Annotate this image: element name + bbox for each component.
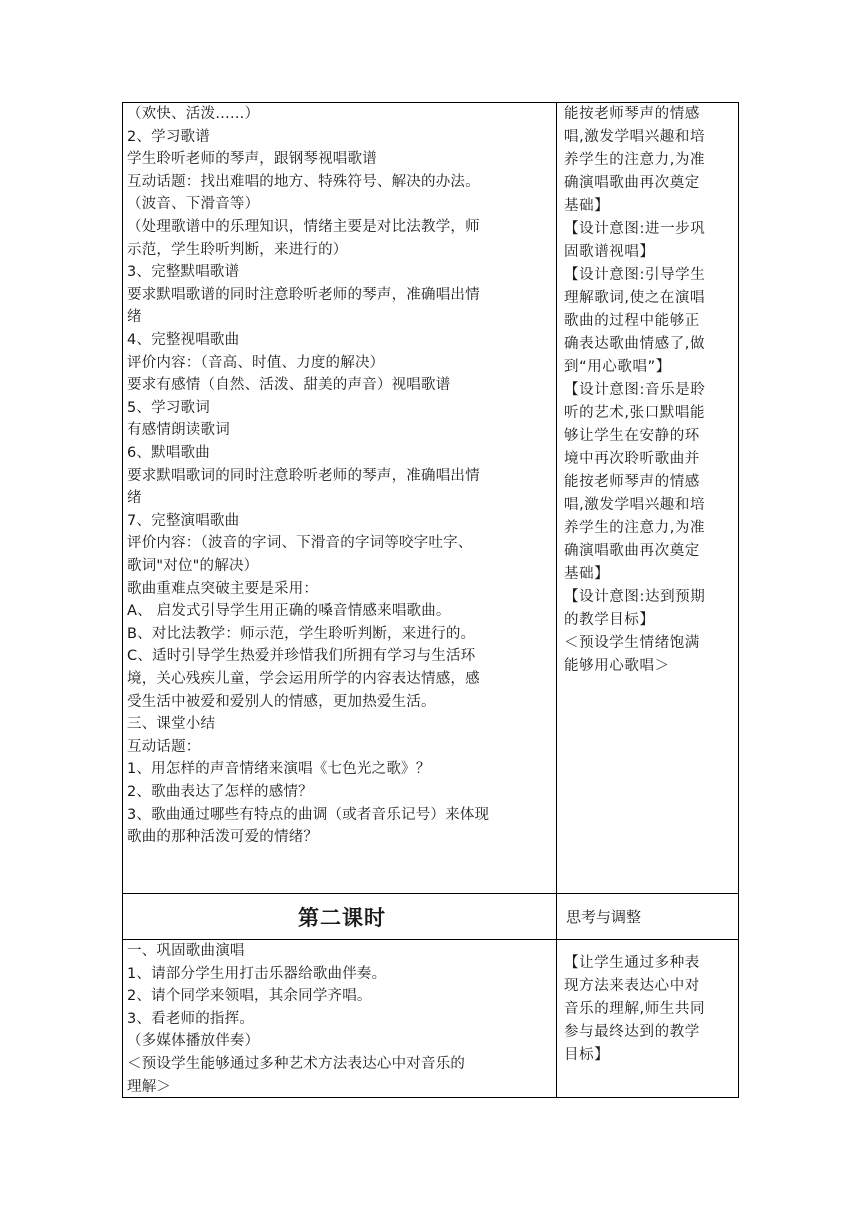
lesson-text-line: 1、请部分学生用打击乐器给歌曲伴奏。	[127, 965, 387, 982]
design-note-line: 基础】	[564, 198, 610, 214]
lesson-text-line: 一、巩固歌曲演唱	[127, 943, 245, 959]
lesson-text-line: （多媒体播放伴奏）	[127, 1033, 260, 1050]
adjustment-note-line: 参与最终达到的教学	[564, 1024, 700, 1040]
design-note-line: 够让学生在安静的环	[564, 428, 700, 444]
lesson-text-line: 学生聆听老师的琴声，跟钢琴视唱歌谱	[127, 151, 377, 168]
row-divider-bottom	[122, 939, 739, 940]
lesson-text-line: 要求默唱歌词的同时注意聆听老师的琴声，准确唱出情	[127, 467, 480, 484]
lesson-text-line: 境，关心残疾儿童，学会运用所学的内容表达情感，感	[127, 671, 480, 687]
design-note-line: 的教学目标】	[564, 612, 655, 628]
lesson-text-line: 示范，学生聆听判断，来进行的）	[127, 241, 348, 258]
lesson-text-line: 3、完整默唱歌谱	[127, 264, 240, 281]
design-note-line: 确演唱歌曲再次奠定	[564, 543, 700, 559]
design-note-line: 确表达歌曲情感了,做	[564, 336, 706, 352]
lesson-text-line: 7、完整演唱歌曲	[127, 512, 240, 529]
lesson-text-line: 3、看老师的指挥。	[127, 1010, 255, 1027]
design-note-line: ＜预设学生情绪饱满	[564, 635, 700, 651]
lesson-text-line: 绪	[127, 309, 142, 326]
design-note-line: 能按老师琴声的情感	[564, 106, 700, 122]
lesson-text-line: 受生活中被爱和爱别人的情感，更加热爱生活。	[127, 693, 436, 710]
design-note-line: 养学生的注意力,为准	[564, 152, 706, 168]
lesson-text-line: 3、歌曲通过哪些有特点的曲调（或者音乐记号）来体现	[127, 806, 490, 823]
lesson-text-line: 2、请个同学来领唱，其余同学齐唱。	[127, 988, 372, 1005]
lesson-text-line: （波音、下滑音等）	[127, 196, 260, 213]
lesson-text-line: 评价内容：（波音的字词、下滑音的字词等咬字吐字、	[127, 535, 473, 552]
design-note-line: 能按老师琴声的情感	[564, 474, 700, 490]
lesson-text-line: 1、用怎样的声音情绪来演唱《七色光之歌》？	[127, 761, 431, 778]
lesson-text-line: 5、学习歌词	[127, 399, 210, 416]
lesson-text-line: A、 启发式引导学生用正确的嗓音情感来唱歌曲。	[127, 603, 451, 620]
lesson-text-line: 要求默唱歌谱的同时注意聆听老师的琴声，准确唱出情	[127, 286, 480, 303]
lesson-text-line: 要求有感情（自然、活泼、甜美的声音）视唱歌谱	[127, 377, 451, 394]
column-divider	[556, 102, 557, 1098]
lesson-text-line: 三、课堂小结	[127, 716, 216, 733]
design-note-line: 境中再次聆听歌曲并	[564, 451, 700, 467]
design-note-line: 【设计意图:进一步巩	[564, 221, 706, 237]
design-note-line: 到“用心歌唱”】	[564, 359, 671, 375]
lesson-text-line: 歌曲重难点突破主要是采用：	[127, 580, 319, 597]
lesson-text-line: B、对比法教学：师示范，学生聆听判断，来进行的。	[127, 625, 476, 642]
design-note-line: 理解歌词,使之在演唱	[564, 290, 706, 306]
design-note-line: 【设计意图:达到预期	[564, 589, 706, 605]
lesson-period-title: 第二课时	[298, 906, 386, 930]
design-note-line: 歌曲的过程中能够正	[564, 313, 700, 329]
design-note-line: 能够用心歌唱＞	[564, 658, 670, 674]
adjustment-note-line: 音乐的理解,师生共同	[564, 1001, 706, 1017]
lesson-text-line: （处理歌谱中的乐理知识，情绪主要是对比法教学，师	[127, 219, 480, 235]
design-note-line: 【设计意图:音乐是聆	[564, 382, 706, 398]
row-divider-top	[122, 893, 739, 894]
design-note-line: 固歌谱视唱】	[564, 244, 655, 260]
design-note-line: 唱,激发学唱兴趣和培	[564, 129, 706, 145]
reflection-header: 思考与调整	[566, 908, 642, 926]
lesson-text-line: 歌词"对位"的解决）	[127, 558, 259, 574]
lesson-text-line: ＜预设学生能够通过多种艺术方法表达心中对音乐的	[127, 1056, 466, 1072]
lesson-text-line: 评价内容：（音高、时值、力度的解决）	[127, 354, 385, 371]
lesson-text-line: 互动话题：	[127, 738, 201, 755]
lesson-text-line: 6、默唱歌曲	[127, 445, 210, 461]
lesson-text-line: （欢快、活泼……）	[127, 106, 260, 122]
lesson-text-line: 2、歌曲表达了怎样的感情？	[127, 784, 313, 800]
lesson-text-line: 绪	[127, 490, 142, 507]
lesson-text-line: 理解＞	[127, 1078, 172, 1095]
lesson-text-line: 有感情朗读歌词	[127, 422, 230, 439]
lesson-text-line: 2、学习歌谱	[127, 128, 210, 145]
design-note-line: 听的艺术,张口默唱能	[564, 405, 706, 421]
design-note-line: 基础】	[564, 566, 610, 582]
design-note-line: 唱,激发学唱兴趣和培	[564, 497, 706, 513]
lesson-text-line: 4、完整视唱歌曲	[127, 332, 240, 348]
lesson-text-line: C、适时引导学生热爱并珍惜我们所拥有学习与生活环	[127, 648, 476, 665]
adjustment-note-line: 现方法来表达心中对	[564, 978, 700, 994]
adjustment-note-line: 【让学生通过多种表	[564, 955, 700, 971]
lesson-text-line: 互动话题：找出难唱的地方、特殊符号、解决的办法。	[127, 173, 480, 190]
design-note-line: 养学生的注意力,为准	[564, 520, 706, 536]
adjustment-note-line: 目标】	[564, 1047, 610, 1063]
lesson-text-line: 歌曲的那种活泼可爱的情绪？	[127, 829, 319, 846]
design-note-line: 确演唱歌曲再次奠定	[564, 175, 700, 191]
design-note-line: 【设计意图:引导学生	[564, 267, 706, 283]
